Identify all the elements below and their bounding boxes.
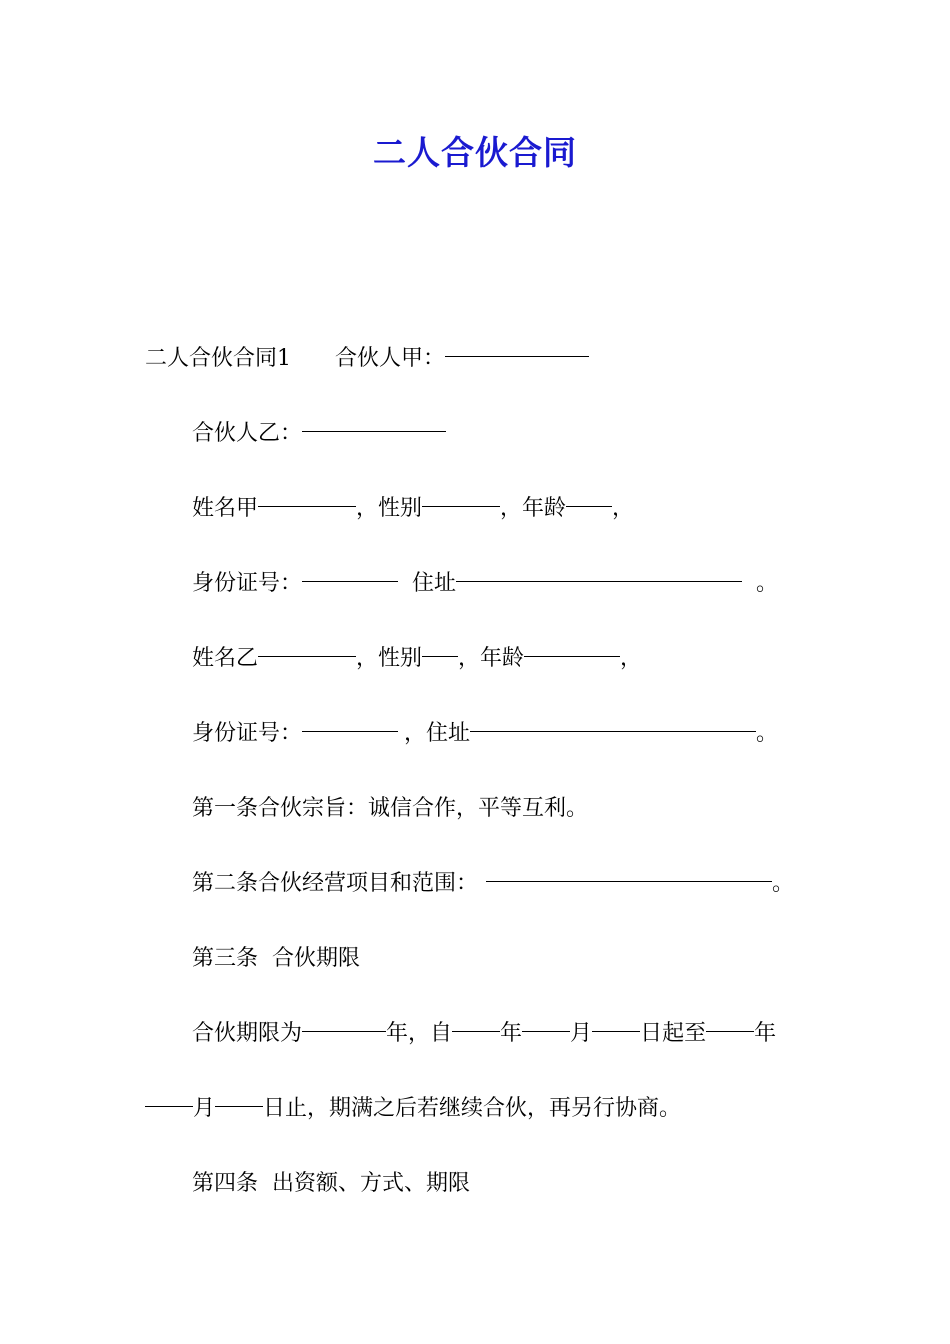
end-year-blank (706, 1030, 754, 1032)
paragraph-id-a (192, 559, 778, 609)
gender-a-blank (422, 505, 500, 507)
age-a-label: ，年龄 (500, 496, 567, 521)
paragraph-article-1 (192, 784, 588, 834)
paragraph-article-3-heading (192, 934, 360, 984)
start-day-until: 日起至 (640, 1021, 707, 1046)
name-a-label: 姓名甲 (192, 496, 259, 521)
partner-b-label: 合伙人乙： (192, 421, 303, 446)
term-renewal-text: 日止，期满之后若继续合伙，再另行协商。 (263, 1096, 682, 1121)
article-3-heading: 第三条 合伙期限 (192, 946, 360, 971)
paragraph-term-line-1 (192, 1009, 776, 1059)
name-a-blank (258, 505, 356, 507)
id-b-label: 身份证号： (192, 721, 303, 746)
article-2-blank (486, 880, 772, 882)
name-b-comma: ， (620, 646, 643, 671)
paragraph-name-b (192, 634, 642, 684)
id-a-blank (302, 580, 398, 582)
article-2-label: 第二条合伙经营项目和范围： (192, 871, 479, 896)
paragraph-id-b (192, 709, 778, 759)
document-title: 二人合伙合同 (373, 133, 577, 172)
term-label: 合伙期限为 (192, 1021, 303, 1046)
paragraph-article-4-heading (192, 1159, 470, 1209)
address-a-period: 。 (756, 571, 779, 596)
paragraph-name-a (192, 484, 634, 534)
start-year-label: 年 (500, 1021, 523, 1046)
address-a-blank (456, 580, 742, 582)
name-b-blank (258, 655, 356, 657)
contract-number-label: 二人合伙合同1 (145, 346, 291, 371)
address-a-label: 住址 (412, 571, 457, 596)
gender-a-label: ，性别 (356, 496, 423, 521)
start-month-blank (522, 1030, 570, 1032)
article-1-text: 第一条合伙宗旨：诚信合作，平等互利。 (192, 796, 589, 821)
article-4-heading: 第四条 出资额、方式、期限 (192, 1171, 470, 1196)
paragraph-partner-b (192, 409, 446, 459)
term-years-from: 年，自 (386, 1021, 453, 1046)
end-month-blank (145, 1105, 193, 1107)
end-year-label: 年 (754, 1021, 777, 1046)
id-a-label: 身份证号： (192, 571, 303, 596)
paragraph-term-line-2 (145, 1084, 681, 1134)
start-year-blank (452, 1030, 500, 1032)
gender-b-blank (422, 655, 458, 657)
age-a-blank (566, 505, 612, 507)
partner-a-blank (445, 355, 589, 357)
paragraph-article-2 (192, 859, 794, 909)
end-month-label: 月 (193, 1096, 216, 1121)
article-2-period: 。 (772, 871, 795, 896)
age-b-blank (524, 655, 620, 657)
name-b-label: 姓名乙 (192, 646, 259, 671)
address-b-label: ，住址 (404, 721, 471, 746)
paragraph-contract-heading (145, 334, 589, 384)
start-day-blank (592, 1030, 640, 1032)
address-b-blank (470, 730, 756, 732)
partner-a-label: 合伙人甲： (335, 346, 446, 371)
address-b-period: 。 (756, 721, 779, 746)
id-b-blank (302, 730, 398, 732)
end-day-blank (215, 1105, 263, 1107)
start-month-label: 月 (570, 1021, 593, 1046)
term-years-blank (302, 1030, 386, 1032)
gender-b-label: ，性别 (356, 646, 423, 671)
age-b-label: ，年龄 (458, 646, 525, 671)
name-a-comma: ， (612, 496, 635, 521)
partner-b-blank (302, 430, 446, 432)
